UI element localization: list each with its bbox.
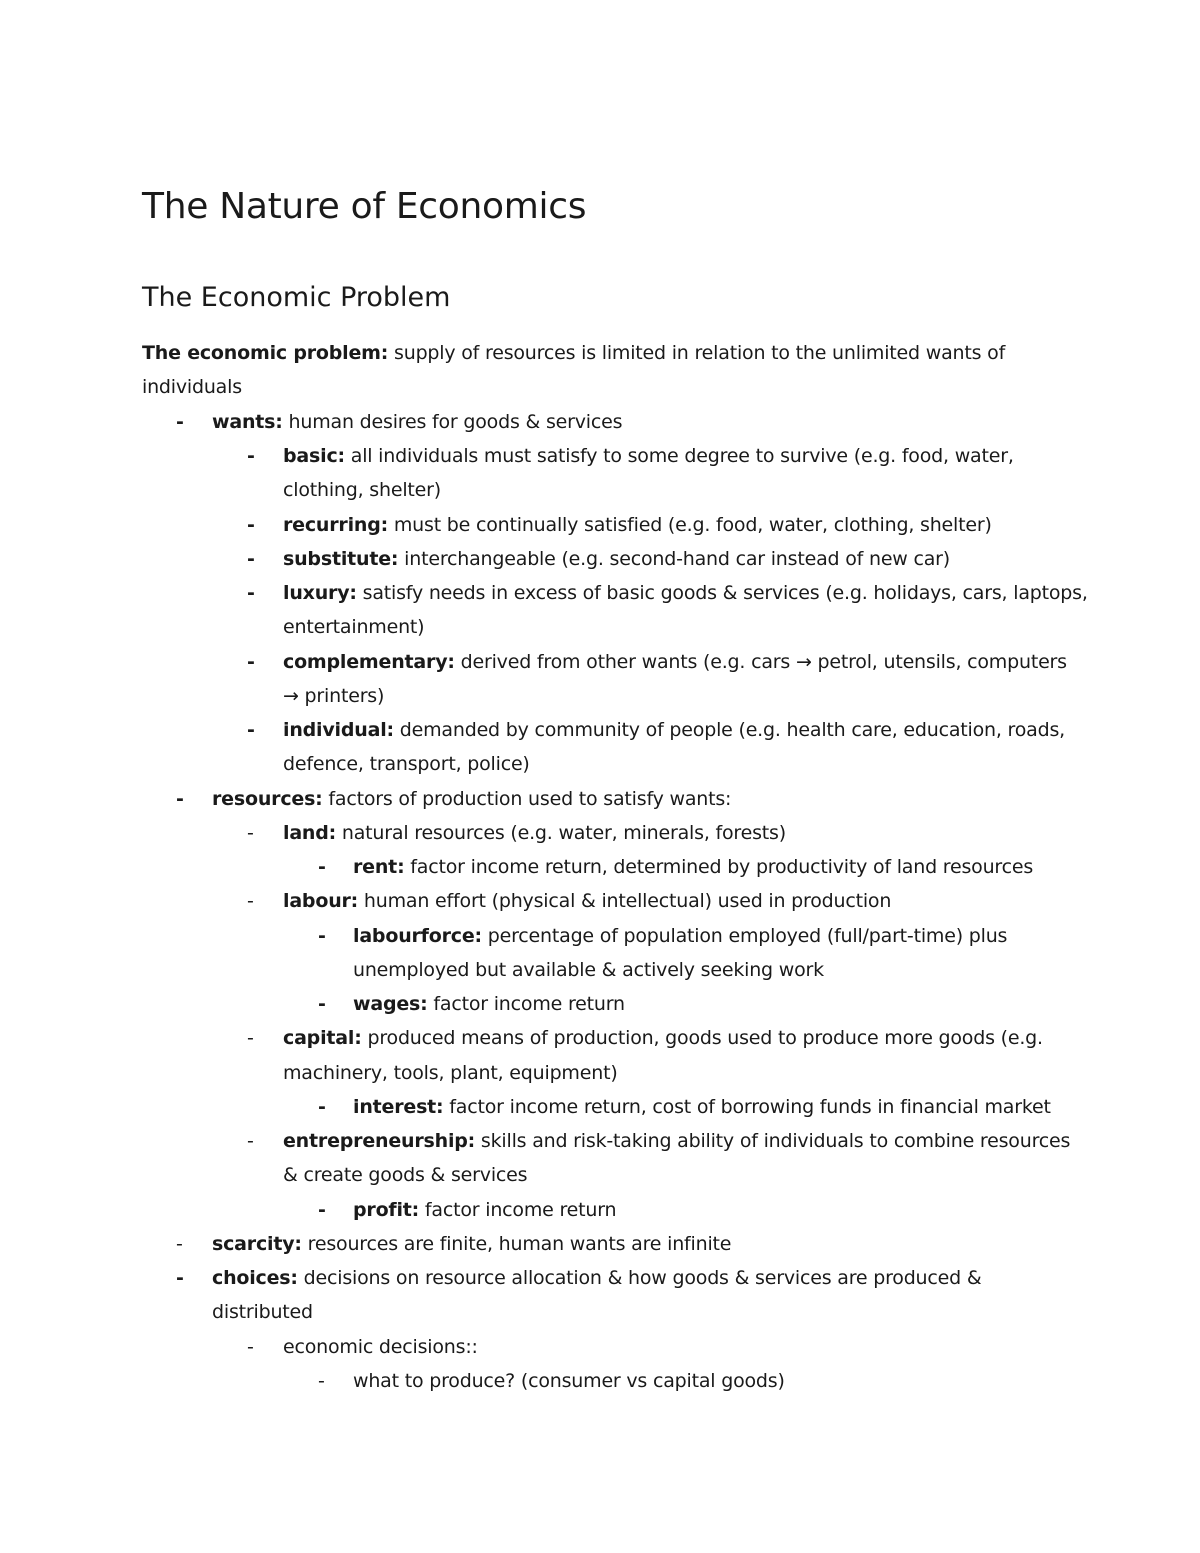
term: rent:	[353, 856, 405, 878]
term: complementary:	[283, 651, 455, 673]
definition: factor income return, determined by productivity of land resources	[404, 856, 1034, 878]
bullet-dash: -	[176, 411, 184, 433]
recurring-item	[283, 511, 992, 539]
bullet-dash: -	[247, 445, 255, 467]
what-to-produce-item: what to produce? (consumer vs capital goods)	[353, 1370, 785, 1392]
wants-item	[212, 408, 622, 436]
basic-item	[283, 442, 1014, 470]
bullet-dash: -	[318, 925, 326, 947]
bullet-dash: -	[247, 1336, 254, 1358]
definition: human effort (physical & intellectual) used in production	[358, 890, 892, 912]
term: scarcity:	[212, 1233, 302, 1255]
definition: decisions on resource allocation & how goods & services are produced &	[297, 1267, 982, 1289]
individual-item	[283, 716, 1065, 744]
luxury-item-cont: entertainment)	[283, 616, 425, 638]
capital-item-cont: machinery, tools, plant, equipment)	[283, 1062, 618, 1084]
bullet-dash: -	[247, 822, 254, 844]
interest-item	[353, 1093, 1051, 1121]
definition: satisfy needs in excess of basic goods & services (e.g. holidays, cars, laptops,	[356, 582, 1088, 604]
definition: produced means of production, goods used to produce more goods (e.g.	[361, 1027, 1043, 1049]
term: entrepreneurship:	[283, 1130, 476, 1152]
bullet-dash: -	[176, 1267, 184, 1289]
term: labourforce:	[353, 925, 482, 947]
definition: derived from other wants (e.g. cars → petrol, utensils, computers	[454, 651, 1067, 673]
bullet-dash: -	[247, 514, 255, 536]
definition: factor income return	[419, 1199, 617, 1221]
term: basic:	[283, 445, 345, 467]
labourforce-item-cont: unemployed but available & actively seeking work	[353, 959, 824, 981]
term: land:	[283, 822, 337, 844]
definition: must be continually satisfied (e.g. food, water, clothing, shelter)	[388, 514, 992, 536]
definition: all individuals must satisfy to some degree to survive (e.g. food, water,	[344, 445, 1014, 467]
page-title: The Nature of Economics	[142, 186, 587, 227]
definition: factors of production used to satisfy wants:	[322, 788, 732, 810]
wages-item	[353, 990, 625, 1018]
term: wages:	[353, 993, 428, 1015]
term: capital:	[283, 1027, 362, 1049]
term: choices:	[212, 1267, 298, 1289]
basic-item-cont: clothing, shelter)	[283, 479, 441, 501]
bullet-dash: -	[247, 651, 255, 673]
entrepreneurship-item-cont: & create goods & services	[283, 1164, 528, 1186]
term: resources:	[212, 788, 323, 810]
substitute-item	[283, 545, 950, 573]
term: profit:	[353, 1199, 420, 1221]
intro-line-2: individuals	[142, 376, 242, 398]
bullet-dash: -	[247, 1130, 254, 1152]
choices-item	[212, 1264, 981, 1292]
complementary-item-cont: → printers)	[283, 685, 385, 707]
definition: skills and risk-taking ability of individuals to combine resources	[475, 1130, 1071, 1152]
bullet-dash: -	[247, 719, 255, 741]
luxury-item	[283, 579, 1088, 607]
term: labour:	[283, 890, 359, 912]
bullet-dash: -	[247, 1027, 254, 1049]
bullet-dash: -	[247, 548, 255, 570]
bullet-dash: -	[176, 1233, 183, 1255]
definition: supply of resources is limited in relation to the unlimited wants of	[388, 342, 1006, 364]
term: individual:	[283, 719, 394, 741]
term: recurring:	[283, 514, 389, 536]
choices-item-cont: distributed	[212, 1301, 313, 1323]
labourforce-item	[353, 922, 1007, 950]
definition: human desires for goods & services	[282, 411, 623, 433]
definition: resources are finite, human wants are infinite	[301, 1233, 732, 1255]
resources-item	[212, 785, 731, 813]
definition: percentage of population employed (full/part-time) plus	[481, 925, 1008, 947]
definition: factor income return	[427, 993, 625, 1015]
bullet-dash: -	[247, 582, 255, 604]
definition: natural resources (e.g. water, minerals, forests)	[336, 822, 786, 844]
capital-item	[283, 1024, 1043, 1052]
intro-line-1	[142, 339, 1005, 367]
bullet-dash: -	[318, 1096, 326, 1118]
bullet-dash: -	[176, 788, 184, 810]
scarcity-item	[212, 1230, 731, 1258]
term: substitute:	[283, 548, 399, 570]
definition: demanded by community of people (e.g. health care, education, roads,	[393, 719, 1066, 741]
bullet-dash: -	[318, 856, 326, 878]
term: interest:	[353, 1096, 444, 1118]
bullet-dash: -	[318, 993, 326, 1015]
term: The economic problem:	[142, 342, 389, 364]
bullet-dash: -	[247, 890, 254, 912]
rent-item	[353, 853, 1033, 881]
section-heading: The Economic Problem	[142, 282, 451, 313]
definition: interchangeable (e.g. second-hand car instead of new car)	[398, 548, 951, 570]
complementary-item	[283, 648, 1067, 676]
term: wants:	[212, 411, 283, 433]
profit-item	[353, 1196, 616, 1224]
entrepreneurship-item	[283, 1127, 1070, 1155]
land-item	[283, 819, 786, 847]
term: luxury:	[283, 582, 357, 604]
definition: factor income return, cost of borrowing funds in financial market	[443, 1096, 1051, 1118]
individual-item-cont: defence, transport, police)	[283, 753, 530, 775]
labour-item	[283, 887, 891, 915]
economic-decisions-item: economic decisions::	[283, 1336, 478, 1358]
bullet-dash: -	[318, 1199, 326, 1221]
bullet-dash: -	[318, 1370, 325, 1392]
